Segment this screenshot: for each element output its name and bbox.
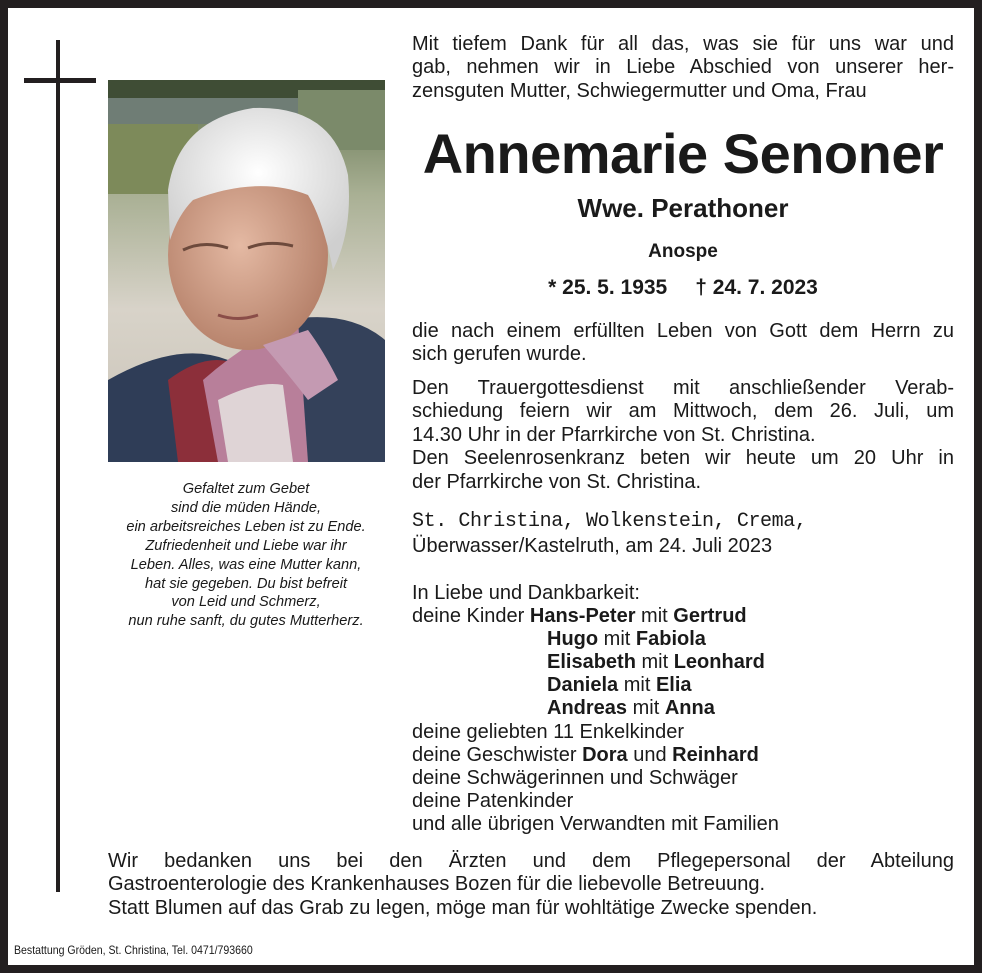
poem	[100, 480, 392, 631]
intro-line: gab, nehmen wir in Liebe Abschied von unserer her-	[412, 56, 954, 79]
family-list	[412, 582, 954, 836]
location-date	[412, 510, 954, 558]
service-line: Den Trauergottesdienst mit anschließender Verab-	[412, 377, 954, 399]
deceased-name: Annemarie Senoner	[422, 122, 944, 185]
child-name: Elisabeth	[547, 651, 636, 674]
with-word: mit	[641, 651, 669, 674]
child-name: Daniela	[547, 674, 619, 697]
partner-name: Gertrud	[673, 605, 747, 628]
family-heading: In Liebe und Dankbarkeit:	[412, 582, 640, 604]
with-word: mit	[641, 605, 668, 628]
residence: Anospe	[648, 241, 718, 262]
cross-icon	[56, 40, 60, 892]
list-item	[412, 651, 954, 674]
poem-line: hat sie gegeben. Du bist befreit	[144, 575, 347, 592]
cross-icon-bar	[24, 78, 96, 83]
poem-line: von Leid und Schmerz,	[171, 594, 321, 611]
poem-line: sind die müden Hände,	[170, 499, 322, 516]
child-name: Andreas	[547, 697, 628, 720]
godchildren: deine Patenkinder	[412, 789, 574, 812]
list-item	[412, 605, 954, 628]
with-word: mit	[632, 697, 660, 720]
in-laws: deine Schwägerinnen und Schwäger	[412, 766, 738, 789]
birth-date: * 25. 5. 1935	[548, 276, 668, 299]
and-word: und	[633, 743, 667, 766]
service-line: 14.30 Uhr in der Pfarrkirche von St. Christina.	[412, 423, 816, 446]
life-dates	[412, 273, 954, 303]
called-line: die nach einem erfüllten Leben von Gott dem Herrn zu	[412, 320, 954, 342]
poem-line: Leben. Alles, was eine Mutter kann,	[130, 556, 362, 573]
thanks-line: Gastroenterologie des Krankenhauses Bozen für die liebevolle Betreuung.	[108, 873, 766, 896]
intro-line: zensguten Mutter, Schwiegermutter und Oma, Frau	[412, 79, 867, 102]
partner-name: Anna	[664, 697, 715, 720]
sibling-name: Dora	[582, 743, 628, 766]
children-prefix: deine Kinder	[412, 605, 525, 628]
intro-line: Mit tiefem Dank für all das, was sie für uns war und	[412, 33, 954, 55]
poem-line: Gefaltet zum Gebet	[182, 481, 310, 497]
partner-name: Elia	[655, 674, 692, 697]
thanks-line: Wir bedanken uns bei den Ärzten und dem Pflegepersonal der Abteilung	[108, 850, 954, 872]
widow-name: Wwe. Perathoner	[577, 193, 789, 223]
poem-line: nun ruhe sanft, du gutes Mutterherz.	[128, 613, 364, 630]
sibling-name: Reinhard	[672, 743, 759, 766]
rosary-line: Den Seelenrosenkranz beten wir heute um 20 Uhr in	[412, 447, 954, 470]
death-date: † 24. 7. 2023	[695, 276, 818, 299]
relatives: und alle übrigen Verwandten mit Familien	[412, 812, 779, 835]
location-line: Überwasser/Kastelruth, am 24. Juli 2023	[412, 535, 773, 557]
location-line: St. Christina, Wolkenstein, Crema,	[412, 510, 807, 533]
list-item	[412, 697, 954, 720]
service-text	[412, 377, 954, 494]
with-word: mit	[623, 674, 651, 697]
list-item	[412, 674, 954, 697]
with-word: mit	[603, 628, 631, 651]
siblings-prefix: deine Geschwister	[412, 743, 577, 766]
poem-line: ein arbeitsreiches Leben ist zu Ende.	[126, 518, 366, 535]
grandchildren: deine geliebten 11 Enkelkinder	[412, 720, 685, 743]
thanks-line: Statt Blumen auf das Grab zu legen, möge man für wohltätige Zwecke spenden.	[108, 896, 818, 919]
service-line: schiedung feiern wir am Mittwoch, dem 26. Juli, um	[412, 400, 954, 423]
list-item	[412, 628, 954, 651]
called-text	[412, 320, 954, 367]
rosary-line: der Pfarrkirche von St. Christina.	[412, 470, 701, 493]
intro-text	[412, 33, 954, 103]
funeral-home-footer: Bestattung Gröden, St. Christina, Tel. 0471/793660	[14, 943, 253, 957]
called-line: sich gerufen wurde.	[412, 343, 587, 366]
child-name: Hugo	[547, 628, 599, 651]
poem-line: Zufriedenheit und Liebe war ihr	[145, 537, 347, 554]
list-item	[412, 744, 954, 767]
child-name: Hans-Peter	[529, 605, 636, 628]
partner-name: Fabiola	[635, 628, 706, 651]
partner-name: Leonhard	[673, 651, 765, 674]
portrait-photo	[108, 80, 385, 462]
thanks-text	[108, 850, 954, 920]
